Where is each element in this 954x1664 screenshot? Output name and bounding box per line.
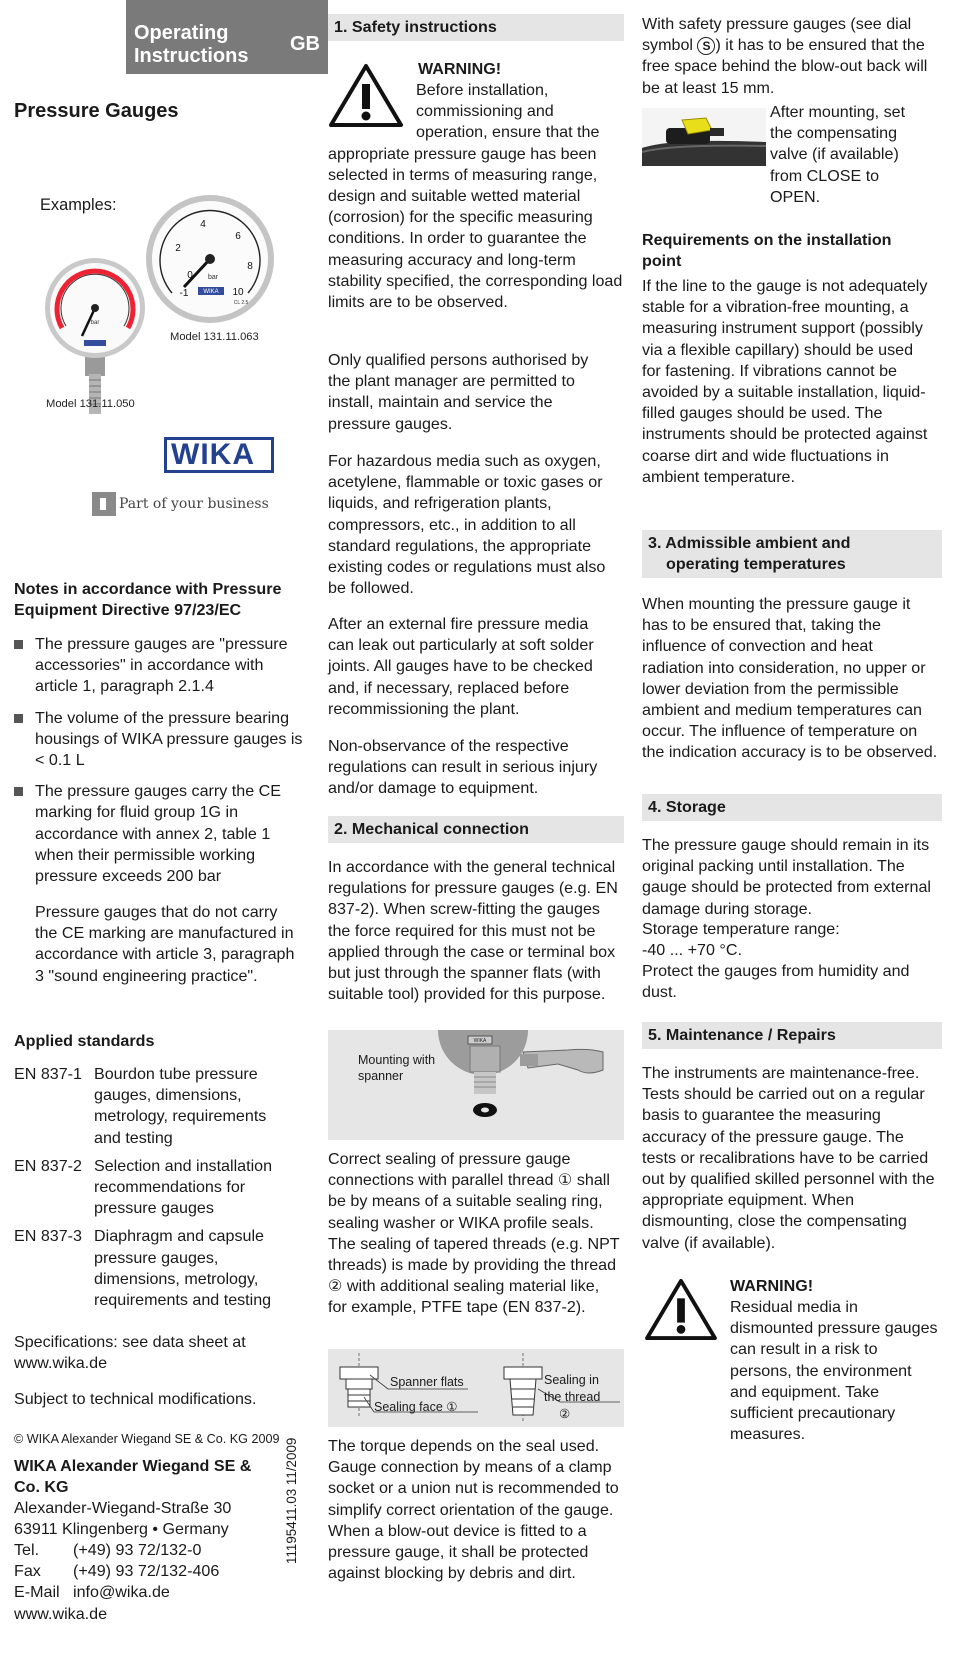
standard-row bbox=[14, 1064, 304, 1149]
valve-instruction: After mounting, set the compensating valve (if available) from CLOSE to OPEN. bbox=[770, 103, 906, 206]
standard-row bbox=[14, 1226, 304, 1311]
model-b-label: Model 131.11.063 bbox=[170, 331, 259, 343]
safety-gauge-text-b: ) it has to be ensured that the free space behind the blow-out back will be at least 15 mm. bbox=[642, 36, 928, 97]
diagram-sealing-face: Sealing face ① bbox=[374, 1400, 458, 1414]
page-title: Pressure Gauges bbox=[14, 100, 179, 122]
company-name: WIKA Alexander Wiegand SE & Co. KG bbox=[14, 1457, 252, 1497]
company-city: 63911 Klingenberg • Germany bbox=[14, 1520, 229, 1538]
website[interactable]: www.wika.de bbox=[14, 1604, 108, 1623]
gauge-b-n1: 0 bbox=[187, 270, 193, 281]
gauge-b-n4: 6 bbox=[235, 231, 241, 242]
company-contacts bbox=[14, 1540, 219, 1625]
installation-text: If the line to the gauge is not adequately stable for a vibration-free mounting, a measuring instrument support (possibly via a flexible capillary) should be used for fastening. If vibrations cannot be avoided by a suitable installation, liquid-filled gauges should be used. The instruments should be protected against coarse dirt and wide fluctuations in ambient temperature. bbox=[642, 277, 928, 486]
diagram-thread-number: ② bbox=[559, 1407, 571, 1421]
company-street: Alexander-Wiegand-Straße 30 bbox=[14, 1499, 232, 1517]
spanner-gauge-image bbox=[428, 1030, 618, 1138]
maintenance-text: The instruments are maintenance-free. Tests should be carried out on a regular basis to guarantee the measuring accuracy of the pressure gauge. The tests or recalibrations have to be carried out by qualified skilled personnel with the appropriate equipment. When dismounting, close the compensating valve (if available). bbox=[642, 1064, 935, 1252]
gauge-b-n0: -1 bbox=[179, 288, 189, 299]
gauge-b-brand: WIKA bbox=[203, 289, 219, 295]
banner-line2: Instructions bbox=[134, 45, 249, 67]
email-row bbox=[14, 1582, 219, 1603]
safety-p2: Only qualified persons authorised by the plant manager are permitted to install, maintain and service the pressure gauges. bbox=[328, 351, 589, 433]
warning-icon-2 bbox=[644, 1277, 718, 1341]
s3-heading-line2: operating temperatures bbox=[666, 555, 846, 573]
s3-heading-line1: 3. Admissible ambient and bbox=[648, 534, 851, 552]
standard-code: EN 837-1 bbox=[14, 1065, 82, 1083]
standards-list bbox=[14, 1064, 304, 1318]
gauge-b-n5: 8 bbox=[247, 261, 253, 272]
section-heading-maintenance: 5. Maintenance / Repairs bbox=[642, 1022, 942, 1049]
gauge-b-unit: bar bbox=[207, 274, 219, 281]
mechanical-p1: In accordance with the general technical regulations for pressure gauges (e.g. EN 837-2). When screw-fitting the gauges the force required for this must not be applied through the case or terminal box but just through the spanner flats (with suitable tool) provided for this purpose. bbox=[328, 858, 618, 1004]
mechanical-p2: Correct sealing of pressure gauge connections with parallel thread ① shall be by means of a suitable sealing ring, sealing washer or WIKA profile seals. The sealing of tapered threads (e.g. NPT threads) is made by providing the thread ② with additional sealing material like, for example, PTFE tape (EN 837-2). bbox=[328, 1150, 620, 1317]
tagline-mark-icon bbox=[92, 492, 116, 516]
tagline-text: Part of your business bbox=[119, 496, 269, 512]
document-number: 11195411.03 11/2009 bbox=[284, 1437, 299, 1564]
warning-text-body: Before installation, commissioning and operation, ensure that the appropriate pressure gauge has been selected in terms of measuring range, design and suitable wetted material (corrosion) for the specific measuring conditions. In order to guarantee the measuring accuracy and long-term stability specified, the corresponding load limits are to be observed. bbox=[328, 81, 623, 312]
standard-code: EN 837-3 bbox=[14, 1227, 82, 1246]
section-heading-temperatures bbox=[642, 530, 942, 578]
standards-heading: Applied standards bbox=[14, 1032, 155, 1050]
standard-desc: Bourdon tube pressure gauges, dimensions, metrology, requirements and testing bbox=[94, 1065, 267, 1147]
gauge-model-050-image bbox=[40, 256, 150, 421]
diagram-thread-line2: the thread bbox=[544, 1390, 601, 1404]
notes-bullet-list bbox=[14, 634, 304, 897]
safety-p5: Non-observance of the respective regulations can result in serious injury and/or damage to equipment. bbox=[328, 737, 598, 798]
standard-code: EN 837-2 bbox=[14, 1156, 82, 1175]
notes-bullet: The pressure gauges are "pressure accessories" in accordance with article 1, paragraph 2.1.4 bbox=[14, 634, 304, 698]
section-heading-mechanical: 2. Mechanical connection bbox=[328, 816, 624, 843]
storage-range-label: Storage temperature range: bbox=[642, 920, 840, 938]
tel-label: Tel. bbox=[14, 1541, 40, 1559]
specifications: Specifications: see data sheet at www.wika.de bbox=[14, 1333, 246, 1373]
notes-after: Pressure gauges that do not carry the CE marking are manufactured in accordance with article 3, paragraph 3 "sound engineering practice". bbox=[35, 903, 295, 985]
storage-text: The pressure gauge should remain in its original packing until installation. The gauge should be protected from external damage during storage. bbox=[642, 836, 931, 918]
gauge-b-n3: 4 bbox=[200, 219, 206, 230]
warning2-title: WARNING! bbox=[730, 1277, 814, 1295]
safety-p4: After an external fire pressure media can leak out particularly at soft solder joints. All gauges have to be checked and, if necessary, replaced before recommissioning the plant. bbox=[328, 615, 594, 718]
warning-title: WARNING! bbox=[418, 60, 502, 78]
storage-range: -40 ... +70 °C. bbox=[642, 941, 742, 959]
warning2-text: Residual media in dismounted pressure gauges can result in a risk to persons, the environment and equipment. Take sufficient precautionary measures. bbox=[730, 1298, 938, 1444]
mounting-caption: Mounting with spanner bbox=[358, 1053, 436, 1083]
gauge-b-n6: 10 bbox=[232, 287, 244, 298]
model-a-label: Model 131.11.050 bbox=[46, 398, 135, 410]
compensating-valve-image bbox=[642, 108, 766, 166]
thread-diagram bbox=[328, 1349, 624, 1427]
email-label: E-Mail bbox=[14, 1583, 60, 1602]
temperatures-text: When mounting the pressure gauge it has to be ensured that, taking the influence of convection and heat radiation into consideration, no upper or lower deviation from the permissible ambient and medium temperatures can occur. The influence of temperature on the indication accuracy is to be observed. bbox=[642, 595, 938, 762]
copyright: © WIKA Alexander Wiegand SE & Co. KG 2009 bbox=[14, 1432, 280, 1446]
column-right bbox=[642, 0, 942, 1664]
tel-row bbox=[14, 1540, 219, 1561]
section-heading-storage: 4. Storage bbox=[642, 794, 942, 821]
language-code: GB bbox=[290, 33, 320, 55]
fax-row bbox=[14, 1561, 219, 1582]
gauge-b-n2: 2 bbox=[175, 243, 181, 254]
banner-line1: Operating bbox=[134, 22, 229, 44]
installation-heading: Requirements on the installation point bbox=[642, 231, 892, 271]
column-middle bbox=[328, 0, 624, 1664]
subject-note: Subject to technical modifications. bbox=[14, 1390, 257, 1408]
column-left bbox=[14, 0, 304, 1664]
gauge-model-063-image bbox=[138, 193, 286, 325]
mechanical-p3: The torque depends on the seal used. Gauge connection by means of a clamp socket or a union nut is recommended to simplify correct orientation of the gauge. When a blow-out device is fitted to a pressure gauge, it shall be protected against blocking by debris and dirt. bbox=[328, 1437, 619, 1583]
standard-desc: Selection and installation recommendations for pressure gauges bbox=[94, 1156, 273, 1218]
section-heading-safety: 1. Safety instructions bbox=[328, 14, 624, 41]
email-address[interactable]: info@wika.de bbox=[73, 1583, 170, 1602]
diagram-thread-line1: Sealing in bbox=[544, 1373, 599, 1387]
notes-bullet: The pressure gauges carry the CE marking for fluid group 1G in accordance with annex 2, table 1 when their permissible working pressure exceeds 200 bar bbox=[14, 781, 304, 887]
gauge-a-unit: bar bbox=[90, 320, 100, 326]
wika-logo-text: WIKA bbox=[171, 438, 255, 471]
examples-label: Examples: bbox=[40, 196, 117, 214]
tagline bbox=[92, 492, 269, 516]
standard-desc: Diaphragm and capsule pressure gauges, dimensions, metrology, requirements and testing bbox=[94, 1227, 272, 1310]
fax-number: (+49) 93 72/132-406 bbox=[73, 1562, 220, 1581]
diagram-leader-lines bbox=[328, 1349, 624, 1427]
standard-row bbox=[14, 1156, 304, 1220]
safety-gauge-text bbox=[642, 14, 938, 99]
figure-brand: WIKA bbox=[473, 1038, 487, 1044]
warning-text bbox=[328, 80, 624, 313]
notes-bullet: The volume of the pressure bearing housings of WIKA pressure gauges is < 0.1 L bbox=[14, 708, 304, 772]
wika-logo bbox=[164, 437, 274, 473]
fax-label: Fax bbox=[14, 1562, 41, 1581]
diagram-spanner-flats: Spanner flats bbox=[390, 1375, 464, 1389]
s-symbol-icon: S bbox=[697, 37, 715, 55]
safety-p3: For hazardous media such as oxygen, acetylene, flammable or toxic gases or liquids, and refrigeration plants, compressors, etc., in addition to all standard regulations, the appropriate existing codes or regulations must also be followed. bbox=[328, 452, 606, 598]
safety-gauge-text-a: With safety pressure gauges (see dial symbol bbox=[642, 15, 912, 55]
notes-heading: Notes in accordance with Pressure Equipment Directive 97/23/EC bbox=[14, 580, 282, 620]
storage-protect: Protect the gauges from humidity and dust. bbox=[642, 962, 910, 1002]
gauge-b-class: CL 2.5 bbox=[233, 300, 249, 306]
tel-number: (+49) 93 72/132-0 bbox=[73, 1541, 202, 1559]
mounting-figure bbox=[328, 1030, 624, 1140]
